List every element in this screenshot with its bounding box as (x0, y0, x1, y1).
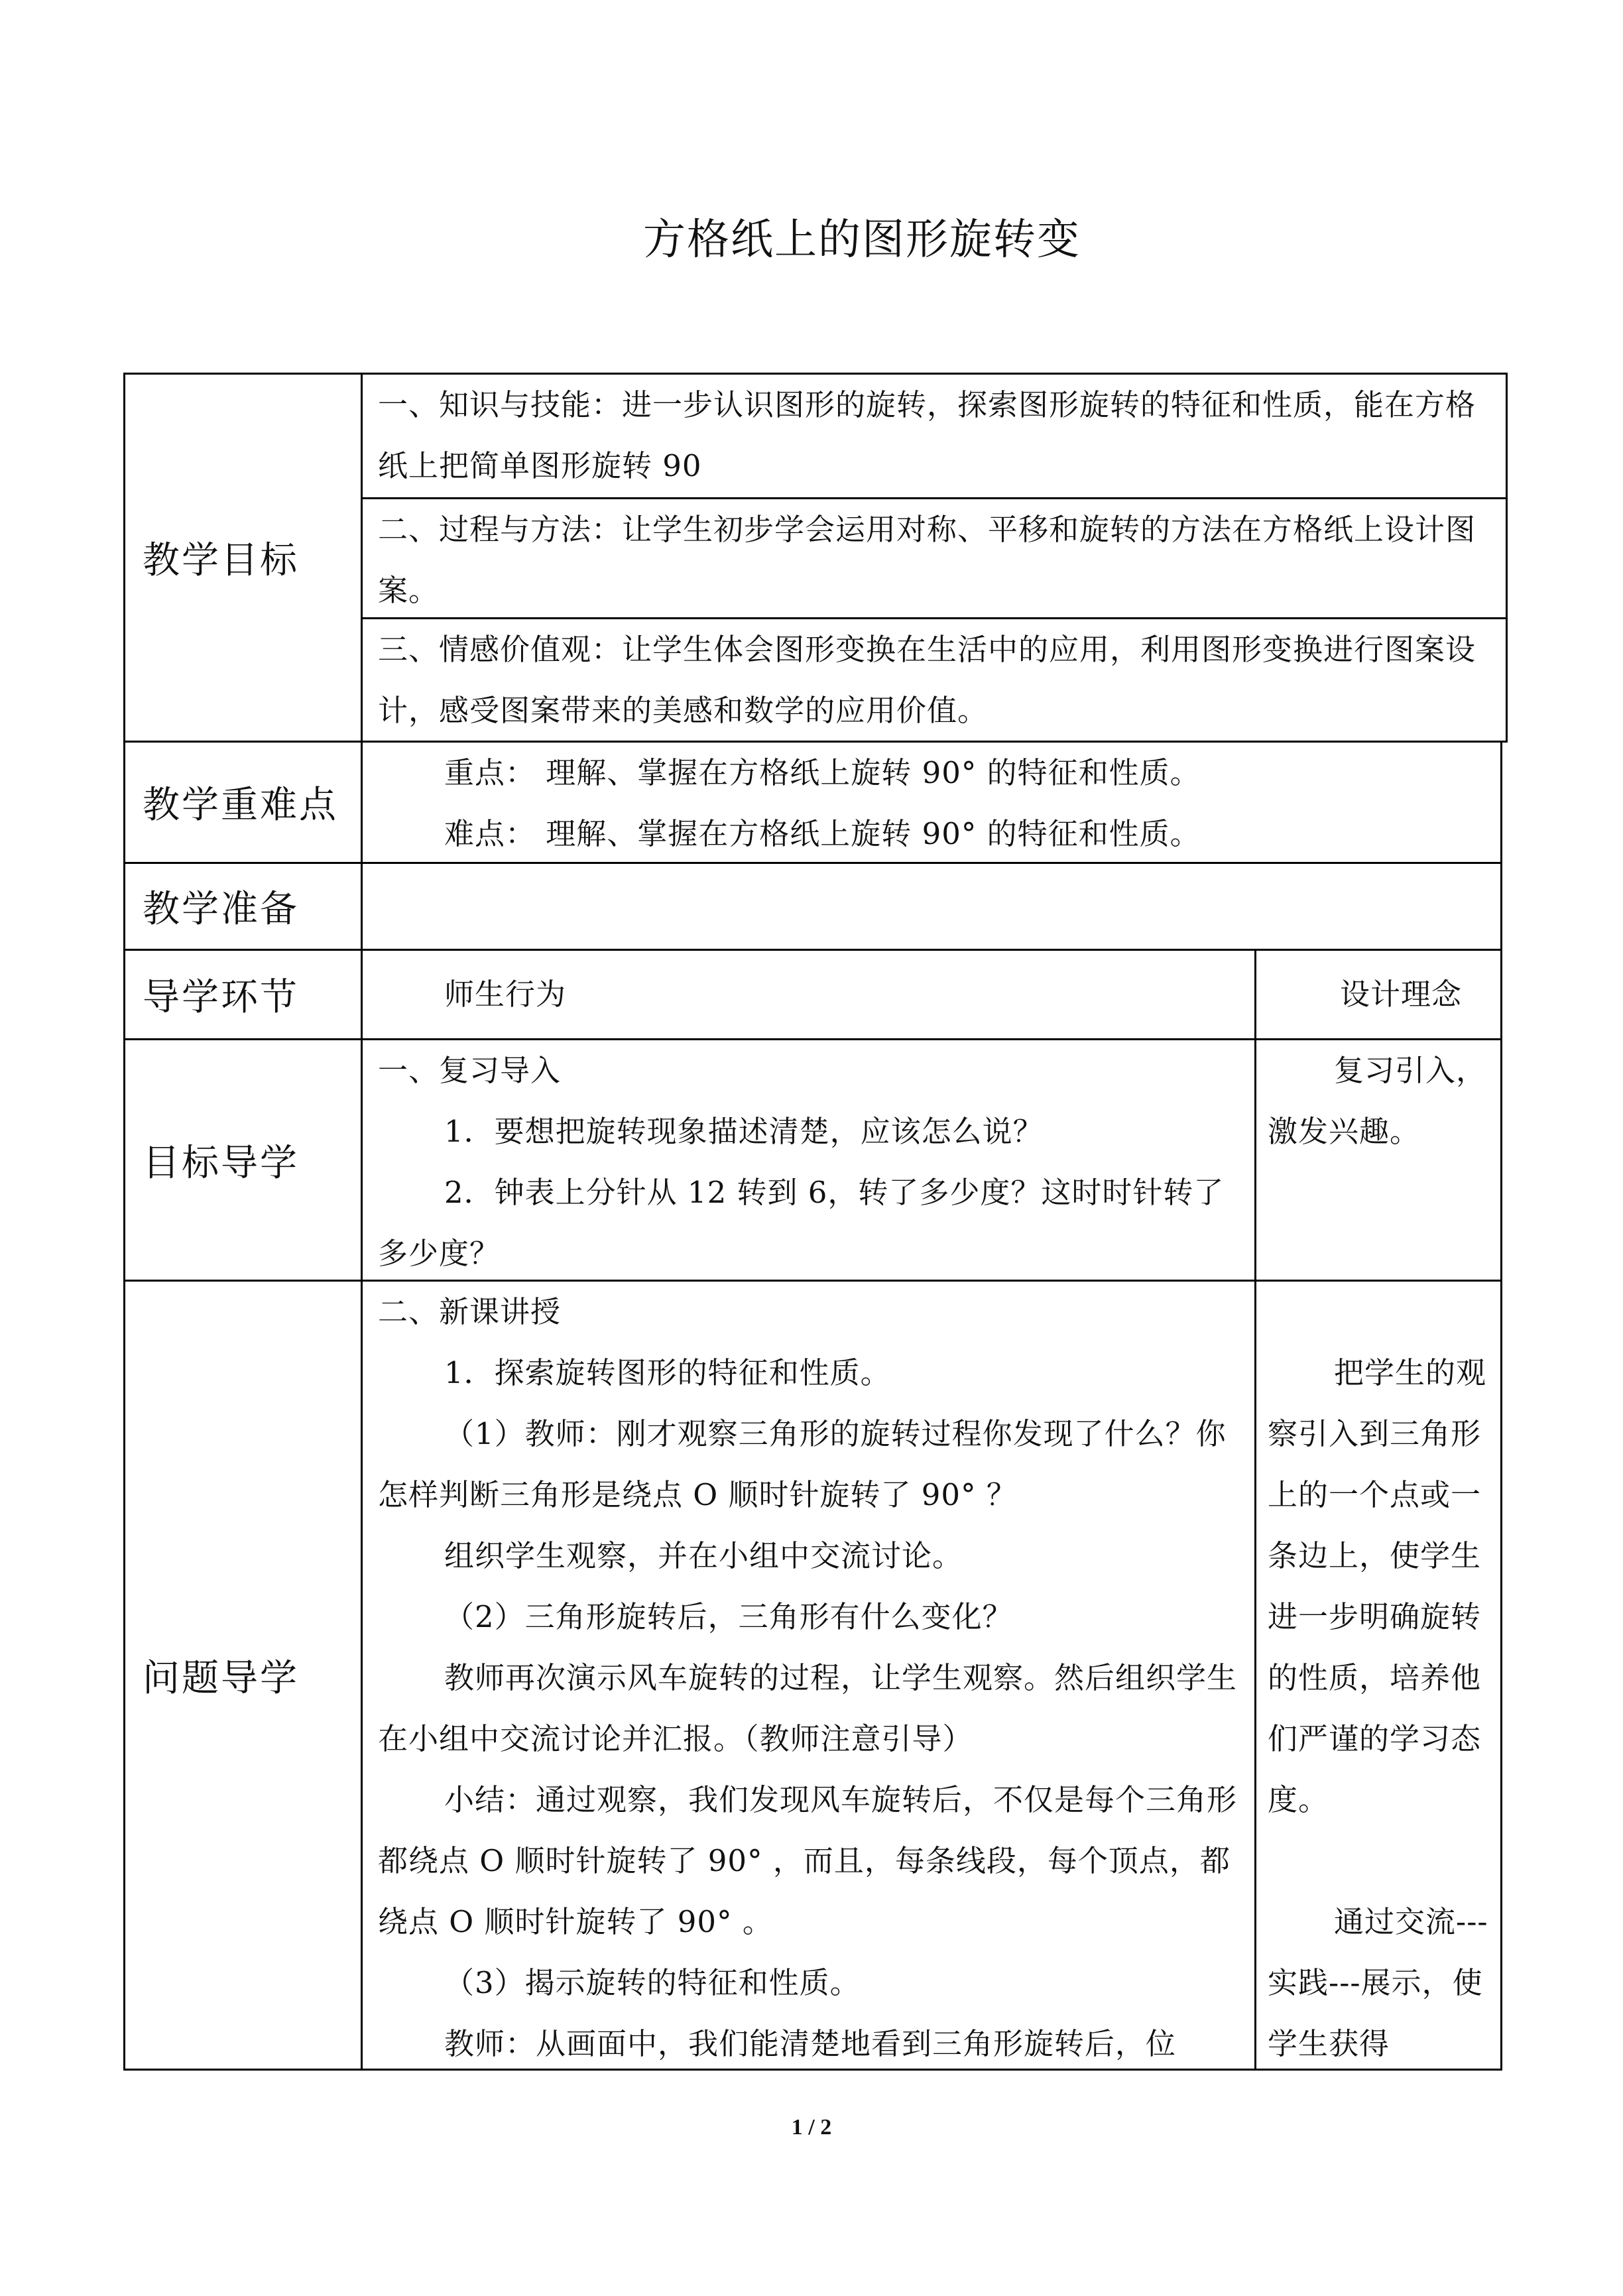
goal-guide-label: 目标导学 (143, 1141, 299, 1185)
page-number: 1 / 2 (791, 2115, 832, 2140)
key-focus: 重点： 理解、掌握在方格纸上旋转 90° 的特征和性质。 (444, 755, 1201, 790)
goal-idea-cell (1268, 1040, 1493, 1162)
header-action-cell (378, 951, 1246, 1038)
header-stage-label: 导学环节 (143, 976, 299, 1019)
problem-line-4: （2）三角形旋转后，三角形有什么变化？ (444, 1599, 1013, 1634)
table-border-right (1500, 741, 1502, 2071)
column-divider-label (361, 373, 363, 2071)
objective-process (378, 499, 1498, 621)
objective-emotion-text: 三、情感价值观：让学生体会图形变换在生活中的应用，利用图形变换进行图案设计，感受图案带来的美感和数学的应用价值。 (378, 632, 1476, 728)
problem-idea-2: 通过交流---实践---展示，使学生获得 (1268, 1904, 1488, 2061)
goal-heading: 一、复习导入 (378, 1053, 562, 1088)
problem-line-7: （3）揭示旋转的特征和性质。 (444, 1965, 861, 2000)
problem-line-6: 小结：通过观察，我们发现风车旋转后，不仅是每个三角形都绕点 O 顺时针旋转了 90° ，而且，每条线段，每个顶点，都绕点 O 顺时针旋转了 90° 。 (378, 1782, 1238, 1939)
key-difficulty: 难点： 理解、掌握在方格纸上旋转 90° 的特征和性质。 (444, 816, 1201, 851)
objectives-label: 教学目标 (143, 539, 299, 582)
objective-process-text: 二、过程与方法：让学生初步学会运用对称、平移和旋转的方法在方格纸上设计图案。 (378, 512, 1476, 608)
lesson-plan-table (123, 373, 1508, 2071)
preparation-label: 教学准备 (143, 888, 299, 931)
problem-line-5: 教师再次演示风车旋转的过程，让学生观察。然后组织学生在小组中交流讨论并汇报。（教师注意引导） (378, 1660, 1238, 1756)
objective-emotion (378, 619, 1498, 741)
problem-line-1: 1．探索旋转图形的特征和性质。 (444, 1355, 891, 1390)
objectives-border-right (1506, 373, 1508, 743)
problem-guide-label: 问题导学 (143, 1656, 299, 1700)
keypoints-content (378, 743, 1492, 865)
keypoints-label: 教学重难点 (143, 784, 338, 827)
problem-line-8: 教师：从画面中，我们能清楚地看到三角形旋转后，位 (444, 2026, 1177, 2061)
header-action: 师生行为 (444, 977, 567, 1012)
goal-guide-content (378, 1040, 1246, 1284)
problem-idea-1: 把学生的观察引入到三角形上的一个点或一条边上，使学生进一步明确旋转的性质，培养他们严谨的学习态度。 (1268, 1355, 1487, 1817)
preparation-value (378, 864, 1492, 949)
problem-idea-spacer (1268, 1831, 1493, 1892)
problem-line-3: 组织学生观察，并在小组中交流讨论。 (444, 1538, 963, 1573)
column-divider-idea (1254, 949, 1256, 2071)
objective-knowledge-text: 一、知识与技能：进一步认识图形的旋转，探索图形旋转的特征和性质，能在方格纸上把简单图形旋转 90 (378, 387, 1476, 483)
header-idea-cell (1256, 951, 1500, 1038)
problem-heading: 二、新课讲授 (378, 1294, 562, 1329)
problem-line-2: （1）教师：刚才观察三角形的旋转过程你发现了什么？你怎样判断三角形是绕点 O 顺时针旋转了 90° ？ (378, 1416, 1227, 1512)
goal-idea: 复习引入，激发兴趣。 (1268, 1053, 1487, 1149)
problem-idea-cell (1268, 1343, 1493, 2075)
objective-knowledge (378, 375, 1498, 497)
problem-guide-content (378, 1282, 1246, 2075)
goal-q1: 1．要想把旋转现象描述清楚，应该怎么说？ (444, 1114, 1044, 1149)
goal-q2: 2．钟表上分针从 12 转到 6，转了多少度？这时时针转了多少度？ (378, 1175, 1225, 1271)
document-title: 方格纸上的图形旋转变 (643, 215, 1081, 265)
header-idea: 设计理念 (1340, 977, 1463, 1012)
